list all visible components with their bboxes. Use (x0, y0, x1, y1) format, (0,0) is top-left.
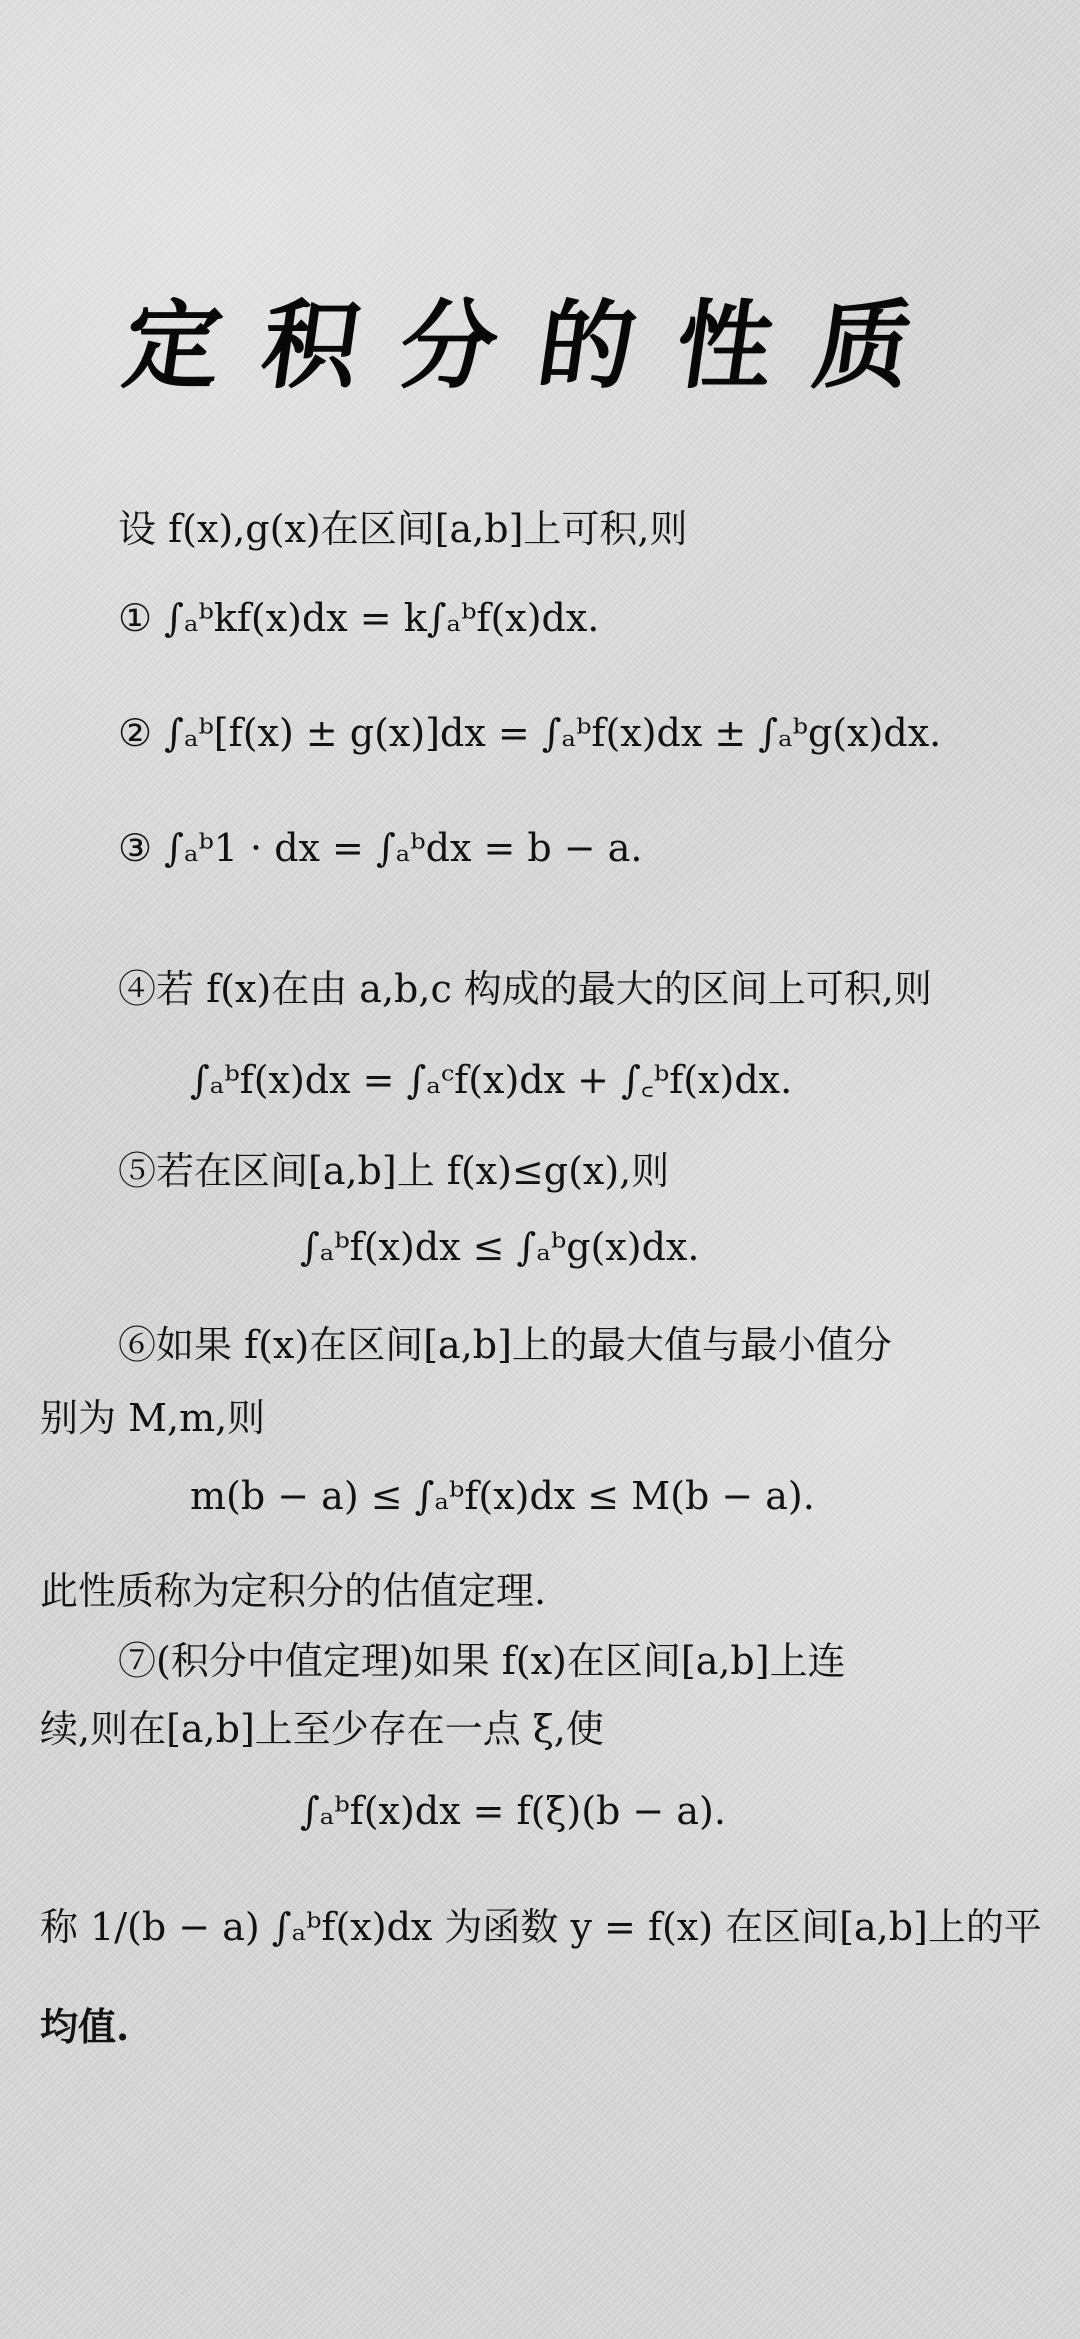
property-3: ③ ∫ₐᵇ1 · dx = ∫ₐᵇdx = b − a. (118, 826, 643, 870)
property-7-heading-line-1: ⑦(积分中值定理)如果 f(x)在区间[a,b]上连 (118, 1639, 846, 1683)
property-6-formula: m(b − a) ≤ ∫ₐᵇf(x)dx ≤ M(b − a). (190, 1474, 815, 1518)
intro-line: 设 f(x),g(x)在区间[a,b]上可积,则 (118, 507, 688, 551)
property-5-heading: ⑤若在区间[a,b]上 f(x)≤g(x),则 (118, 1149, 670, 1193)
property-4-heading: ④若 f(x)在由 a,b,c 构成的最大的区间上可积,则 (118, 967, 932, 1011)
property-6-heading-line-1: ⑥如果 f(x)在区间[a,b]上的最大值与最小值分 (118, 1323, 892, 1367)
property-6-note: 此性质称为定积分的估值定理. (40, 1569, 547, 1613)
property-4-formula: ∫ₐᵇf(x)dx = ∫ₐᶜf(x)dx + ∫꜀ᵇf(x)dx. (190, 1058, 793, 1102)
property-7-heading-line-2: 续,则在[a,b]上至少存在一点 ξ,使 (40, 1707, 604, 1751)
property-6-heading-line-2: 别为 M,m,则 (40, 1396, 266, 1440)
property-7-formula: ∫ₐᵇf(x)dx = f(ξ)(b − a). (300, 1789, 726, 1833)
page-title: 定积分的性质 (117, 289, 961, 402)
property-1: ① ∫ₐᵇkf(x)dx = k∫ₐᵇf(x)dx. (118, 596, 600, 640)
property-2: ② ∫ₐᵇ[f(x) ± g(x)]dx = ∫ₐᵇf(x)dx ± ∫ₐᵇg(x)dx. (118, 711, 942, 755)
average-value-line-1: 称 1/(b − a) ∫ₐᵇf(x)dx 为函数 y = f(x) 在区间[a,b]上的平 (40, 1905, 1042, 1949)
average-value-line-2: 均值. (40, 2004, 130, 2049)
property-5-formula: ∫ₐᵇf(x)dx ≤ ∫ₐᵇg(x)dx. (300, 1225, 700, 1269)
